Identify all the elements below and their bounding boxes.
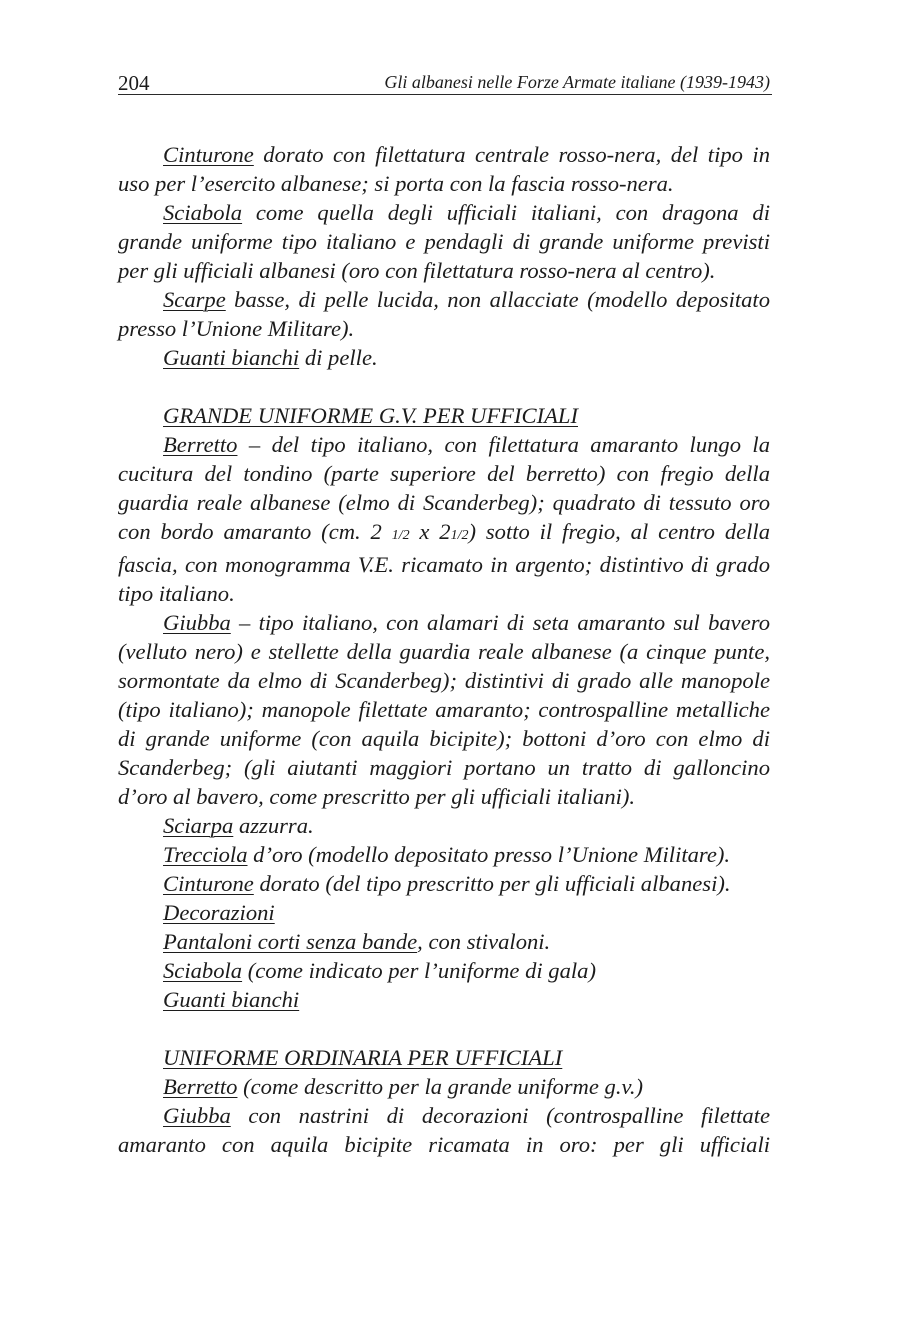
section-gap <box>118 1014 770 1043</box>
section-heading-uniforme-ordinaria <box>118 1043 770 1072</box>
term-giubba: Giubba <box>163 610 231 635</box>
paragraph-scarpe-gala <box>118 285 770 343</box>
paragraph-guanti-gv <box>118 985 770 1014</box>
desc-guanti: di pelle. <box>299 345 378 370</box>
heading-text: GRANDE UNIFORME G.V. PER UFFICIALI <box>163 403 578 428</box>
paragraph-cinturone-gala <box>118 140 770 198</box>
heading-text: UNIFORME ORDINARIA PER UFFICIALI <box>163 1045 563 1070</box>
term-pantaloni: Pantaloni corti senza bande <box>163 929 418 954</box>
paragraph-guanti-gala <box>118 343 770 372</box>
desc-giubba: – tipo italiano, con alamari di seta amaranto sul bavero (velluto nero) e stellette della guardia reale albanese (a cinque punte, sormontate da elmo di Scanderbeg); distintivi di grado alle manopole (tipo italiano); manopole filettate amaranto; controspalline metalliche di grande uniforme (con aquila bicipite); bottoni d’oro con elmo di Scanderbeg; (gli aiutanti maggiori portano un tratto di galloncino d’oro al bavero, come prescritto per gli ufficiali italiani). <box>118 610 770 809</box>
desc-pantaloni: , con stivaloni. <box>417 929 551 954</box>
paragraph-cinturone-gv <box>118 869 770 898</box>
desc-cinturone: dorato (del tipo prescritto per gli ufficiali albanesi). <box>253 871 731 896</box>
desc-cinturone: dorato con filettatura centrale rosso-nera, del tipo in uso per l’esercito albanese; si porta con la fascia rosso-nera. <box>118 142 770 196</box>
desc-berretto-c: ) sotto il fregio, al centro della fascia, con monogramma V.E. ricamato in argento; distintivo di grado tipo italiano. <box>118 519 771 606</box>
term-decorazioni: Decorazioni <box>163 900 275 925</box>
desc-berretto-a: – del tipo italiano, con filettatura amaranto lungo la cucitura del tondino (parte superiore del berretto) con fregio della guardia reale albanese (elmo di Scanderbeg); quadrato di tessuto oro con bordo amaranto (cm. 2 <box>118 432 770 544</box>
paragraph-sciabola-gv <box>118 956 770 985</box>
paragraph-decorazioni-gv <box>118 898 770 927</box>
desc-giubba: con nastrini di decorazioni (controspalline filettate amaranto con aquila bicipite ricamata in oro: per gli ufficiali <box>118 1103 770 1157</box>
term-guanti: Guanti bianchi <box>163 987 300 1012</box>
term-guanti: Guanti bianchi <box>163 345 300 370</box>
term-trecciola: Trecciola <box>163 842 248 867</box>
paragraph-giubba-gv <box>118 608 770 811</box>
term-giubba: Giubba <box>163 1103 231 1128</box>
running-header <box>118 66 772 95</box>
paragraph-trecciola-gv <box>118 840 770 869</box>
paragraph-berretto-ordinaria <box>118 1072 770 1101</box>
paragraph-giubba-ordinaria <box>118 1101 770 1159</box>
term-cinturone: Cinturone <box>163 142 254 167</box>
section-gap <box>118 372 770 401</box>
fraction-half: 1/2 <box>391 528 410 543</box>
page-body <box>118 140 770 1159</box>
desc-sciarpa: azzurra. <box>233 813 314 838</box>
section-heading-grande-uniforme <box>118 401 770 430</box>
desc-berretto-b: x 2 <box>409 519 451 544</box>
paragraph-berretto-gv <box>118 430 770 608</box>
paragraph-pantaloni-gv <box>118 927 770 956</box>
desc-trecciola: d’oro (modello depositato presso l’Unione Militare). <box>247 842 731 867</box>
desc-sciabola: come quella degli ufficiali italiani, con dragona di grande uniforme tipo italiano e pendagli di grande uniforme previsti per gli ufficiali albanesi (oro con filettatura rosso-nera al centro). <box>118 200 770 283</box>
term-scarpe: Scarpe <box>163 287 226 312</box>
running-title: Gli albanesi nelle Forze Armate italiane (1939-1943) <box>384 72 770 92</box>
term-berretto: Berretto <box>163 1074 238 1099</box>
page-number: 204 <box>118 71 150 95</box>
paragraph-sciarpa-gv <box>118 811 770 840</box>
term-sciabola: Sciabola <box>163 200 243 225</box>
term-sciarpa: Sciarpa <box>163 813 234 838</box>
paragraph-sciabola-gala <box>118 198 770 285</box>
term-sciabola: Sciabola <box>163 958 243 983</box>
desc-sciabola: (come indicato per l’uniforme di gala) <box>242 958 596 983</box>
desc-scarpe: basse, di pelle lucida, non allacciate (modello depositato presso l’Unione Militare). <box>118 287 770 341</box>
term-berretto: Berretto <box>163 432 238 457</box>
desc-berretto: (come descritto per la grande uniforme g.v.) <box>237 1074 644 1099</box>
fraction-half: 1/2 <box>450 528 469 543</box>
term-cinturone: Cinturone <box>163 871 254 896</box>
